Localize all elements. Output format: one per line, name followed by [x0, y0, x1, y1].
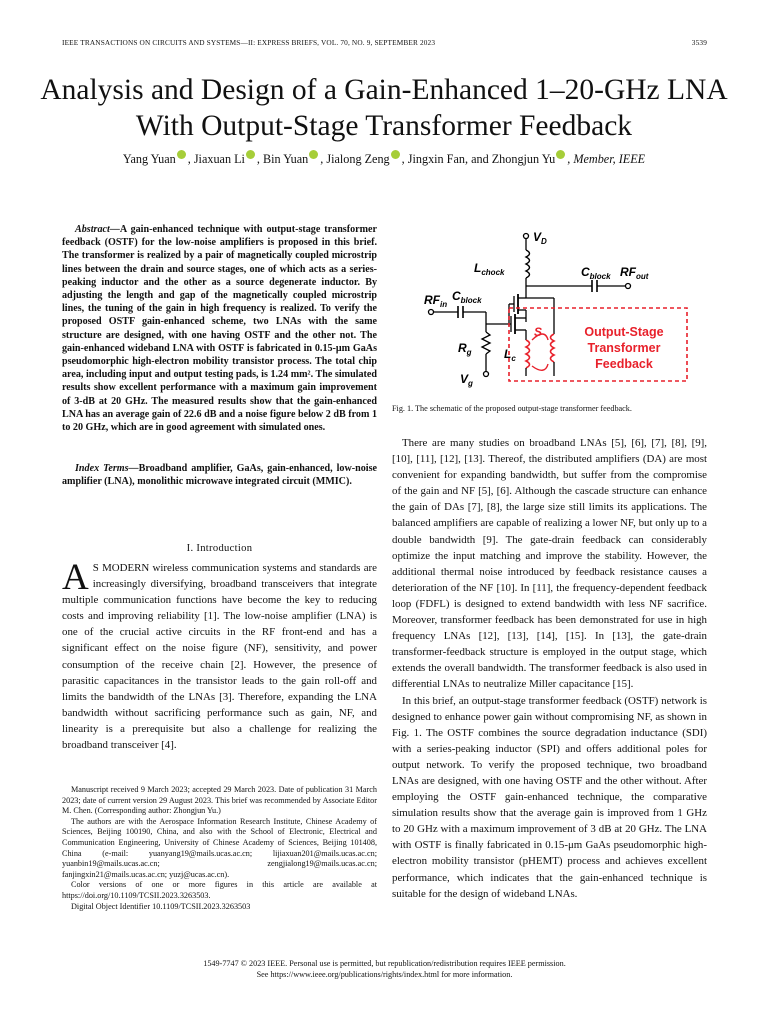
drop-cap: A	[62, 557, 89, 598]
svg-text:VD: $V_D$	[533, 230, 547, 246]
footnotes	[62, 785, 377, 912]
svg-text:S: S	[534, 325, 543, 339]
paper-title: Analysis and Design of a Gain-Enhanced 1–20-GHz LNA With Output-Stage Transformer Feedback	[40, 74, 728, 142]
author-name: Zhongjun Yu	[491, 152, 556, 166]
svg-text:Vg: $V_g$	[460, 372, 473, 388]
copyright-notice	[62, 958, 707, 980]
author-name: Yang Yuan	[122, 152, 176, 166]
svg-text:RFout: $RF_{out}$	[620, 265, 649, 281]
copyright-line: 1549-7747 © 2023 IEEE. Personal use is permitted, but republication/redistribution requires IEEE permission.	[203, 959, 566, 968]
figure-schematic	[414, 224, 689, 399]
footnote-affiliation: The authors are with the Aerospace Information Research Institute, Chinese Academy of Sciences, Beijing 100190, China, and also with the School of Electronic, Electrical and Communication Engineering, University of Chinese Academy of Sciences, Beijing 101408, China (e-mail: yuanyang19@mails.ucas.ac.cn; lijiaxuan201@mails.ucas.ac.cn; yuanbin19@mails.ucas.ac.cn; zengjialong19@mails.ucas.ac.cn; fanjingxin21@mails.ucas.ac.cn; yuzj@ucas.ac.cn).	[62, 816, 377, 879]
svg-text:Feedback: Feedback	[595, 357, 653, 371]
author-name: Jialong Zeng	[326, 152, 390, 166]
body-paragraph: There are many studies on broadband LNAs [5], [6], [7], [8], [9], [10], [11], [12], [13]. Thereof, the distributed amplifiers (DA) are most convenient for expanding bandwidth, but suffer from the compromise of the gain and NF [5], [6]. Although the cascade structure can enhance the gain of DAs [7], [8], the large size still limits its applications. The balanced amplifiers are capable of realizing a lower NF, but only up to a double bandwidth [9]. The gate-drain feedback can considerably optimize the input matching and improve the stability. However, the additional thermal noise introduced by feedback resistance causes a deterioration of the NF [10]. In [11], the frequency-dependent feedback loop (FDFL) is designed to extend bandwidth with less NF sacrifice. Moreover, transformer feedback has been demonstrated for use in high frequency LNAs [12], [13], [14], [15]. In [13], the gate-drain transformer-feedback structure is employed in the output stage, which extends the overall bandwidth. The transformer feedback is also used in differential LNAs to neutralize Miller capacitance [15].	[392, 437, 707, 691]
footnote-manuscript: Manuscript received 9 March 2023; accepted 29 March 2023. Date of publication 31 March 2023; date of current version 29 August 2023. This brief was recommended by Associate Editor M. Chen. (Corresponding author: Zhongjun Yu.)	[62, 785, 377, 816]
footnote-doi: Digital Object Identifier 10.1109/TCSII.2023.3263503	[71, 901, 251, 911]
introduction-text	[62, 557, 377, 753]
svg-text:Lchock: $L_{chock}$	[474, 261, 505, 277]
svg-text:Rg: $R_g$	[458, 341, 472, 357]
author-name: Jiaxuan Li	[193, 152, 245, 166]
orcid-icon[interactable]	[391, 150, 400, 159]
svg-text:Cblock: $C_{block}$	[452, 289, 482, 305]
author-list: Yang Yuan , Jiaxuan Li , Bin Yuan , Jialong Zeng , Jingxin Fan, and Zhongjun Yu , Member, IEEE	[122, 152, 646, 166]
journal-name: IEEE TRANSACTIONS ON CIRCUITS AND SYSTEMS—II: EXPRESS BRIEFS, VOL. 70, NO. 9, SEPTEMBER 2023	[62, 38, 436, 47]
footnote-color: Color versions of one or more figures in this article are available at https://doi.org/10.1109/TCSII.2023.3263503.	[62, 880, 377, 900]
figure-caption: Fig. 1. The schematic of the proposed output-stage transformer feedback.	[392, 404, 632, 413]
section-heading: I. Introduction	[186, 543, 253, 554]
running-head	[62, 38, 707, 47]
orcid-icon[interactable]	[556, 150, 565, 159]
orcid-icon[interactable]	[309, 150, 318, 159]
index-terms	[62, 462, 377, 488]
body-paragraph: In this brief, an output-stage transformer feedback (OSTF) network is designed to enhance power gain without compromising NF, as shown in Fig. 1. The OSTF combines the source degradation inductance (SDI) with a series-peaking inductor (SPI) and offers additional poles for output network. To verify the proposed technique, two broadband LNAs are designed, with one having OSTF and the other without. After employing the OSTF gain-enhanced technique, the comparative simulation results show that the average gain is improved from 1 GHz to 20 GHz with a maximum improvement of 3 dB at 20 GHz. The LNA with OSTF is finally fabricated in 0.15-μm GaAs pseudomorphic high-electron mobility transistor (pHEMT) process and achieves excellent performance, which indicates that the gain-enhanced technique is suitable for the design of wideband LNAs.	[392, 694, 707, 900]
membership: Member, IEEE	[573, 152, 646, 166]
page-number: 3539	[691, 38, 707, 47]
svg-text:Output-Stage: Output-Stage	[584, 325, 664, 339]
svg-text:RFin: $RF_{in}$	[424, 293, 448, 309]
index-terms-lead: Index Terms—	[75, 463, 139, 474]
orcid-icon[interactable]	[177, 150, 186, 159]
abstract-lead: Abstract—	[75, 224, 120, 235]
rights-link[interactable]: See https://www.ieee.org/publications/rights/index.html for more information.	[256, 970, 513, 979]
abstract-text: A gain-enhanced technique with output-stage transformer feedback (OSTF) for the low-noise amplifiers is proposed in this brief. The transformer is realized by a pair of magnetically coupled microstrip lines between the drain and source stages, one of which acts as a series-peaking inductor and the other as a source degenerate inductor. By adjusting the length and gap of the magnetically coupled microstrip lines, the tuning of the gain in high frequency is realized. To verify the proposed OSTF gain-enhanced scheme, two LNAs with the same structure are designed, with one having OSTF and the other not. The gain-enhanced wideband LNA with OSTF is fabricated in 0.15-μm GaAs pseudomorphic high-electron mobility transistor process. The total chip area, including input and output testing pads, is 1.24 mm². The simulated results show excellent performance with a maximum gain improvement of 3-dB at 20 GHz. The measured results show that the gain-enhanced LNA has an average gain of 22.6 dB and a noise figure below 2 dB from 1 to 20 GHz, which are in good agreement with simulated ones.	[62, 224, 377, 434]
intro-paragraph: S MODERN wireless communication systems and standards are increasingly diversifying, broadband transceivers that integrate multiple communication functions have become the key to reducing costs and improving reliability [1]. The low-noise amplifier (LNA) is one of the crucial active circuits in the RF front-end and has a significant effect on the noise figure (NF), sensitivity, and power consumption of the receive chain [2]. However, the presence of parasitic capacitances in the transistor leads to the gain roll-off and limits the bandwidth of the LNAs [3]. Therefore, expanding the LNA bandwidth without sacrificing performance such as gain, NF, and linearity is a prerequisite but also a challenge for realizing the broadband transceiver [4].	[62, 562, 377, 752]
author-name: Jingxin Fan	[407, 152, 465, 166]
author-name: Bin Yuan	[263, 152, 309, 166]
svg-text:Transformer: Transformer	[587, 341, 661, 355]
abstract	[62, 223, 377, 434]
svg-text:Lc: $L_c$	[504, 347, 516, 363]
index-terms-text: Broadband amplifier, GaAs, gain-enhanced, low-noise amplifier (LNA), monolithic microwave integrated circuit (MMIC).	[62, 463, 377, 488]
svg-text:Cblock: $C_{block}$	[581, 265, 611, 281]
orcid-icon[interactable]	[246, 150, 255, 159]
right-column-body	[392, 435, 707, 902]
